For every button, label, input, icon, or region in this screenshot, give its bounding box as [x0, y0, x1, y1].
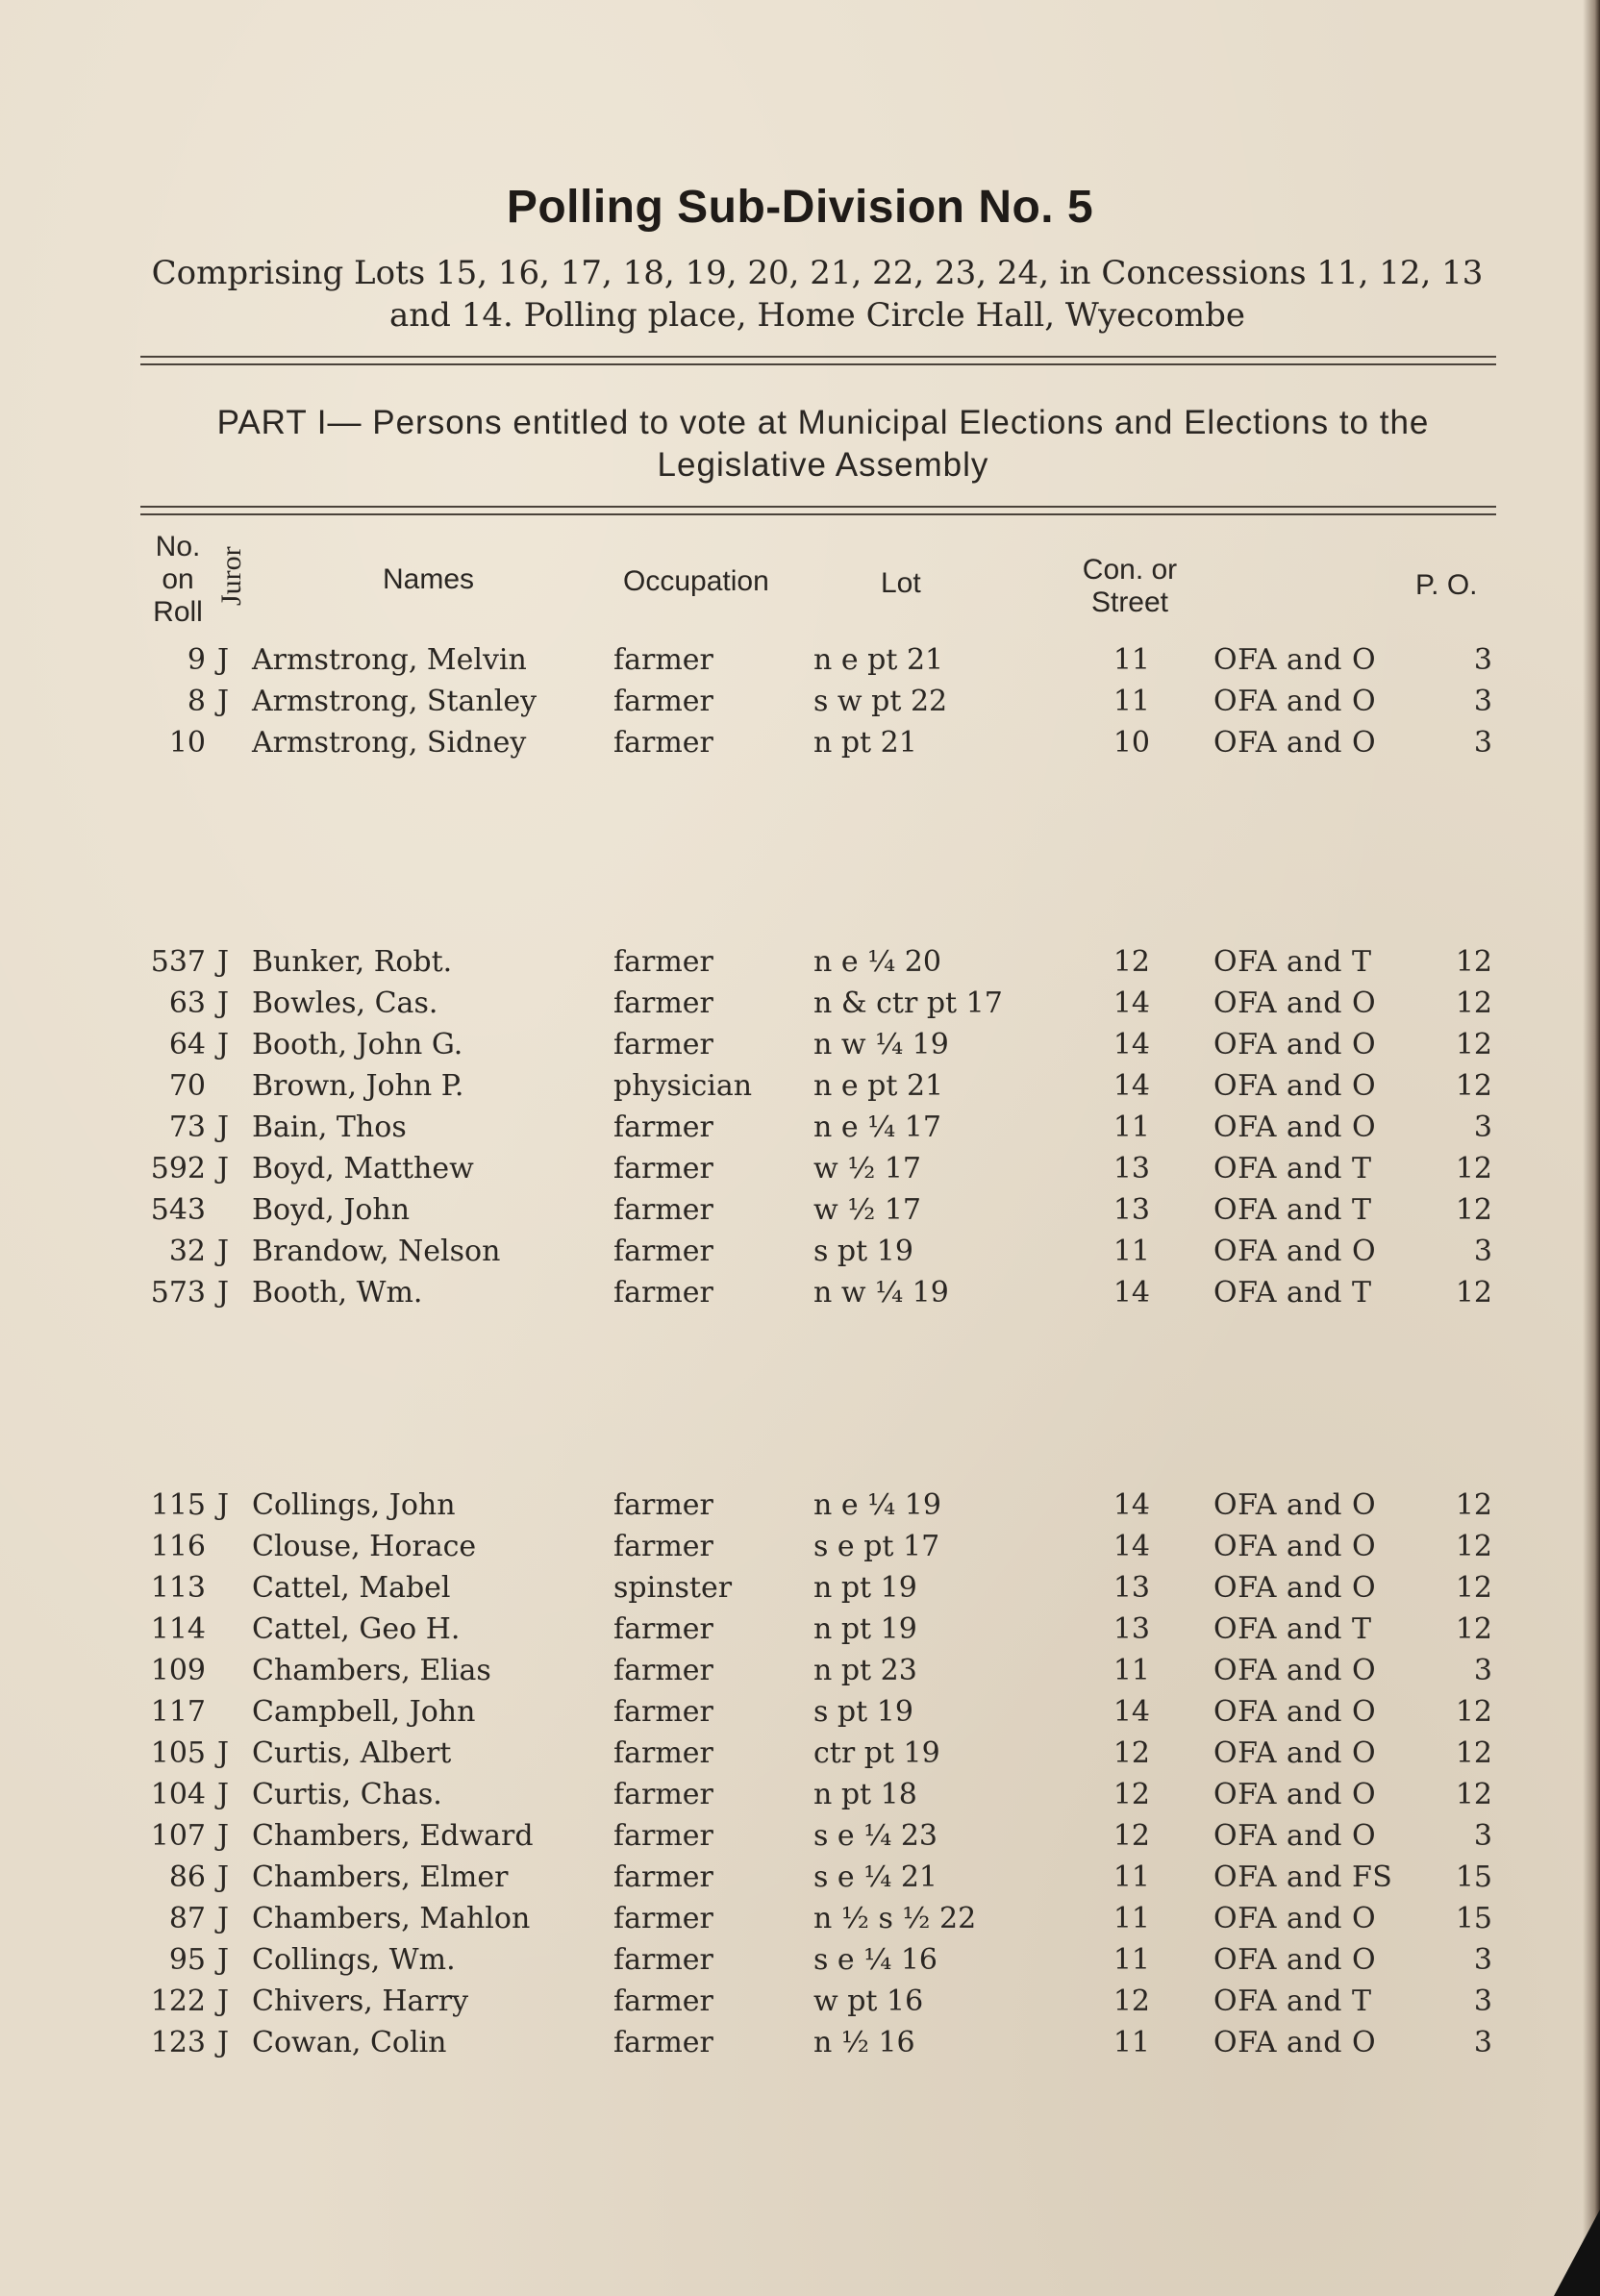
juror-mark: J: [217, 1152, 230, 1185]
divider: [140, 506, 1496, 508]
occupation: farmer: [613, 1984, 713, 2018]
voter-status: OFA and O: [1213, 1111, 1377, 1144]
lot: n pt 19: [813, 1571, 917, 1605]
concession: 13: [1112, 1612, 1150, 1646]
page-corner: [1554, 2209, 1600, 2296]
concession: 12: [1112, 945, 1150, 979]
occupation: farmer: [613, 1028, 713, 1061]
voter-name: Chambers, Edward: [252, 1819, 534, 1853]
part-heading: PART I— Persons entitled to vote at Municipal Elections and Elections to the Legislative Assembly: [216, 404, 1430, 484]
voter-status: OFA and T: [1213, 1152, 1372, 1185]
post-office: 3: [1473, 726, 1492, 760]
roll-number: 86: [168, 1860, 206, 1894]
table-row: [0, 1816, 1600, 1857]
concession: 13: [1112, 1193, 1150, 1227]
table-row: [0, 1775, 1600, 1815]
voter-name: Collings, Wm.: [252, 1943, 456, 1977]
table-row: [0, 1025, 1600, 1065]
concession: 14: [1112, 1530, 1150, 1563]
header-occupation: Occupation: [623, 565, 769, 597]
roll-number: 9: [187, 643, 206, 677]
occupation: farmer: [613, 1943, 713, 1977]
occupation: farmer: [613, 1235, 713, 1268]
voter-status: OFA and O: [1213, 1819, 1377, 1853]
roll-number: 70: [168, 1069, 206, 1103]
post-office: 3: [1473, 1654, 1492, 1687]
voter-name: Curtis, Chas.: [252, 1778, 442, 1811]
header-no-on-roll: [135, 531, 221, 629]
voter-name: Brandow, Nelson: [252, 1235, 501, 1268]
occupation: farmer: [613, 2026, 713, 2059]
roll-number: 537: [150, 945, 206, 979]
post-office: 3: [1473, 1235, 1492, 1268]
voter-name: Chambers, Mahlon: [252, 1902, 531, 1935]
lot: n ½ 16: [813, 2026, 915, 2059]
roll-number: 10: [168, 726, 206, 760]
concession: 12: [1112, 1778, 1150, 1811]
table-row: [0, 1692, 1600, 1733]
post-office: 3: [1473, 685, 1492, 718]
roll-number: 573: [150, 1276, 206, 1310]
table-row: [0, 1651, 1600, 1691]
juror-mark: J: [217, 1235, 230, 1268]
table-row: [0, 1485, 1600, 1526]
concession: 12: [1112, 1736, 1150, 1770]
voter-status: OFA and O: [1213, 1695, 1377, 1729]
lot: s pt 19: [813, 1695, 913, 1729]
occupation: farmer: [613, 1111, 713, 1144]
post-office: 12: [1455, 1778, 1492, 1811]
juror-mark: J: [217, 1819, 230, 1853]
voter-status: OFA and O: [1213, 1902, 1377, 1935]
post-office: 12: [1455, 986, 1492, 1020]
voter-name: Boyd, John: [252, 1193, 411, 1227]
header-con-or-street: [1067, 554, 1192, 619]
roll-number: 115: [150, 1488, 206, 1522]
table-row: [0, 1610, 1600, 1650]
lot: w pt 16: [813, 1984, 924, 2018]
occupation: spinster: [613, 1571, 733, 1605]
voter-name: Bunker, Robt.: [252, 945, 453, 979]
voter-status: OFA and O: [1213, 1571, 1377, 1605]
voter-status: OFA and T: [1213, 1276, 1372, 1310]
voter-name: Curtis, Albert: [252, 1736, 452, 1770]
lot: n pt 18: [813, 1778, 917, 1811]
divider: [140, 363, 1496, 365]
post-office: 12: [1455, 1152, 1492, 1185]
occupation: farmer: [613, 1654, 713, 1687]
header-no-line: Roll: [153, 596, 203, 628]
concession: 14: [1112, 1028, 1150, 1061]
voter-status: OFA and O: [1213, 986, 1377, 1020]
roll-number: 105: [150, 1736, 206, 1770]
table-row: [0, 1568, 1600, 1609]
header-no-line: on: [162, 563, 194, 595]
juror-mark: J: [217, 1778, 230, 1811]
roll-number: 63: [168, 986, 206, 1020]
roll-number: 87: [168, 1902, 206, 1935]
lot: s e ¼ 16: [813, 1943, 938, 1977]
juror-mark: J: [217, 1984, 230, 2018]
divider: [140, 513, 1496, 515]
lot: n e ¼ 17: [813, 1111, 941, 1144]
roll-number: 107: [150, 1819, 206, 1853]
occupation: physician: [613, 1069, 753, 1103]
voter-name: Booth, John G.: [252, 1028, 463, 1061]
table-row: [0, 942, 1600, 983]
lot: n e pt 21: [813, 643, 944, 677]
juror-mark: J: [217, 1736, 230, 1770]
voter-status: OFA and O: [1213, 1778, 1377, 1811]
header-juror: Juror: [215, 546, 247, 606]
lot: n e ¼ 19: [813, 1488, 941, 1522]
lot: n e ¼ 20: [813, 945, 941, 979]
roll-number: 123: [150, 2026, 206, 2059]
voter-status: OFA and T: [1213, 1984, 1372, 2018]
occupation: farmer: [613, 1778, 713, 1811]
post-office: 3: [1473, 2026, 1492, 2059]
roll-number: 114: [150, 1612, 206, 1646]
roll-number: 117: [150, 1695, 206, 1729]
juror-mark: J: [217, 945, 230, 979]
occupation: farmer: [613, 1152, 713, 1185]
post-office: 3: [1473, 1819, 1492, 1853]
juror-mark: J: [217, 1488, 230, 1522]
table-row: [0, 1982, 1600, 2022]
table-row: [0, 1734, 1600, 1774]
occupation: farmer: [613, 986, 713, 1020]
roll-number: 8: [187, 685, 206, 718]
table-row: [0, 1899, 1600, 1939]
concession: 11: [1112, 1943, 1150, 1977]
lot: n pt 19: [813, 1612, 917, 1646]
header-po: P. O.: [1415, 569, 1478, 601]
roll-number: 116: [150, 1530, 206, 1563]
post-office: 3: [1473, 1984, 1492, 2018]
table-row: [0, 1527, 1600, 1567]
table-row: [0, 640, 1600, 681]
roll-number: 122: [150, 1984, 206, 2018]
concession: 13: [1112, 1152, 1150, 1185]
header-names: Names: [383, 563, 475, 595]
post-office: 3: [1473, 1943, 1492, 1977]
occupation: farmer: [613, 1612, 713, 1646]
lot: n e pt 21: [813, 1069, 944, 1103]
concession: 11: [1112, 1654, 1150, 1687]
occupation: farmer: [613, 1276, 713, 1310]
occupation: farmer: [613, 1193, 713, 1227]
concession: 14: [1112, 1695, 1150, 1729]
occupation: farmer: [613, 1902, 713, 1935]
lot: n w ¼ 19: [813, 1028, 949, 1061]
concession: 10: [1112, 726, 1150, 760]
concession: 11: [1112, 643, 1150, 677]
juror-mark: J: [217, 643, 230, 677]
lot: n pt 21: [813, 726, 917, 760]
occupation: farmer: [613, 1860, 713, 1894]
voter-name: Armstrong, Sidney: [252, 726, 527, 760]
concession: 14: [1112, 1488, 1150, 1522]
concession: 11: [1112, 1902, 1150, 1935]
lot: n ½ s ½ 22: [813, 1902, 977, 1935]
post-office: 12: [1455, 1736, 1492, 1770]
voter-status: OFA and O: [1213, 2026, 1377, 2059]
voter-name: Chambers, Elmer: [252, 1860, 509, 1894]
concession: 12: [1112, 1819, 1150, 1853]
voter-status: OFA and O: [1213, 685, 1377, 718]
post-office: 15: [1455, 1902, 1492, 1935]
voter-status: OFA and O: [1213, 1943, 1377, 1977]
juror-mark: J: [217, 1943, 230, 1977]
roll-number: 113: [150, 1571, 206, 1605]
roll-number: 592: [150, 1152, 206, 1185]
table-row: [0, 1858, 1600, 1898]
lot: s pt 19: [813, 1235, 913, 1268]
table-row: [0, 723, 1600, 763]
table-row: [0, 682, 1600, 722]
voter-status: OFA and T: [1213, 1193, 1372, 1227]
voter-status: OFA and O: [1213, 1530, 1377, 1563]
occupation: farmer: [613, 685, 713, 718]
juror-mark: J: [217, 1111, 230, 1144]
lot: n pt 23: [813, 1654, 917, 1687]
voter-name: Cowan, Colin: [252, 2026, 447, 2059]
voter-status: OFA and O: [1213, 1654, 1377, 1687]
voter-status: OFA and O: [1213, 1488, 1377, 1522]
concession: 11: [1112, 1235, 1150, 1268]
post-office: 12: [1455, 1193, 1492, 1227]
roll-number: 95: [168, 1943, 206, 1977]
post-office: 12: [1455, 1028, 1492, 1061]
occupation: farmer: [613, 1819, 713, 1853]
post-office: 12: [1455, 1571, 1492, 1605]
table-row: [0, 1273, 1600, 1313]
concession: 11: [1112, 1860, 1150, 1894]
lot: w ½ 17: [813, 1193, 922, 1227]
header-con-line: Street: [1090, 586, 1169, 618]
concession: 11: [1112, 2026, 1150, 2059]
voter-status: OFA and O: [1213, 1069, 1377, 1103]
lot: n w ¼ 19: [813, 1276, 949, 1310]
voter-status: OFA and O: [1213, 643, 1377, 677]
lot: s e ¼ 23: [813, 1819, 938, 1853]
occupation: farmer: [613, 643, 713, 677]
occupation: farmer: [613, 1736, 713, 1770]
post-office: 12: [1455, 945, 1492, 979]
juror-mark: J: [217, 1902, 230, 1935]
voter-name: Bowles, Cas.: [252, 986, 438, 1020]
table-row: [0, 1940, 1600, 1981]
voter-status: OFA and O: [1213, 726, 1377, 760]
roll-number: 543: [150, 1193, 206, 1227]
header-no-line: No.: [155, 531, 201, 562]
concession: 14: [1112, 1069, 1150, 1103]
occupation: farmer: [613, 1488, 713, 1522]
post-office: 3: [1473, 1111, 1492, 1144]
occupation: farmer: [613, 1530, 713, 1563]
concession: 13: [1112, 1571, 1150, 1605]
roll-number: 109: [150, 1654, 206, 1687]
voter-status: OFA and FS: [1213, 1860, 1393, 1894]
table-row: [0, 984, 1600, 1024]
voter-status: OFA and O: [1213, 1028, 1377, 1061]
voter-name: Campbell, John: [252, 1695, 476, 1729]
concession: 14: [1112, 1276, 1150, 1310]
table-row: [0, 1232, 1600, 1272]
table-row: [0, 1190, 1600, 1231]
voter-name: Cattel, Mabel: [252, 1571, 451, 1605]
voter-name: Booth, Wm.: [252, 1276, 423, 1310]
juror-mark: J: [217, 986, 230, 1020]
voter-name: Brown, John P.: [252, 1069, 464, 1103]
juror-mark: J: [217, 1028, 230, 1061]
lot: w ½ 17: [813, 1152, 922, 1185]
voter-name: Collings, John: [252, 1488, 456, 1522]
voter-name: Boyd, Matthew: [252, 1152, 474, 1185]
post-office: 12: [1455, 1695, 1492, 1729]
post-office: 12: [1455, 1276, 1492, 1310]
post-office: 12: [1455, 1612, 1492, 1646]
concession: 11: [1112, 685, 1150, 718]
lot: s e ¼ 21: [813, 1860, 938, 1894]
voter-name: Chivers, Harry: [252, 1984, 469, 2018]
voter-status: OFA and O: [1213, 1235, 1377, 1268]
lot: n & ctr pt 17: [813, 986, 1003, 1020]
juror-mark: J: [217, 2026, 230, 2059]
occupation: farmer: [613, 726, 713, 760]
voter-status: OFA and T: [1213, 945, 1372, 979]
post-office: 12: [1455, 1488, 1492, 1522]
juror-mark: J: [217, 685, 230, 718]
roll-number: 73: [168, 1111, 206, 1144]
post-office: 3: [1473, 643, 1492, 677]
page-title: Polling Sub-Division No. 5: [506, 182, 1094, 233]
juror-mark: J: [217, 1860, 230, 1894]
table-row: [0, 1108, 1600, 1148]
table-row: [0, 2023, 1600, 2063]
header-con-line: Con. or: [1082, 554, 1178, 586]
concession: 12: [1112, 1984, 1150, 2018]
occupation: farmer: [613, 945, 713, 979]
post-office: 12: [1455, 1530, 1492, 1563]
voter-name: Armstrong, Melvin: [252, 643, 527, 677]
concession: 11: [1112, 1111, 1150, 1144]
juror-mark: J: [217, 1276, 230, 1310]
roll-number: 104: [150, 1778, 206, 1811]
page-subtitle: Comprising Lots 15, 16, 17, 18, 19, 20, 21, 22, 23, 24, in Concessions 11, 12, 13 and 14. Polling place, Home Circle Hall, Wyecombe: [151, 254, 1484, 335]
header-lot: Lot: [881, 567, 921, 599]
voter-name: Clouse, Horace: [252, 1530, 477, 1563]
lot: s e pt 17: [813, 1530, 940, 1563]
roll-number: 64: [168, 1028, 206, 1061]
concession: 14: [1112, 986, 1150, 1020]
voter-name: Chambers, Elias: [252, 1654, 491, 1687]
roll-number: 32: [168, 1235, 206, 1268]
lot: ctr pt 19: [813, 1736, 940, 1770]
voter-name: Bain, Thos: [252, 1111, 407, 1144]
table-row: [0, 1066, 1600, 1107]
voter-status: OFA and O: [1213, 1736, 1377, 1770]
post-office: 12: [1455, 1069, 1492, 1103]
post-office: 15: [1455, 1860, 1492, 1894]
lot: s w pt 22: [813, 685, 948, 718]
voter-name: Armstrong, Stanley: [252, 685, 538, 718]
voter-status: OFA and T: [1213, 1612, 1372, 1646]
table-row: [0, 1149, 1600, 1189]
voter-name: Cattel, Geo H.: [252, 1612, 461, 1646]
occupation: farmer: [613, 1695, 713, 1729]
divider: [140, 356, 1496, 358]
